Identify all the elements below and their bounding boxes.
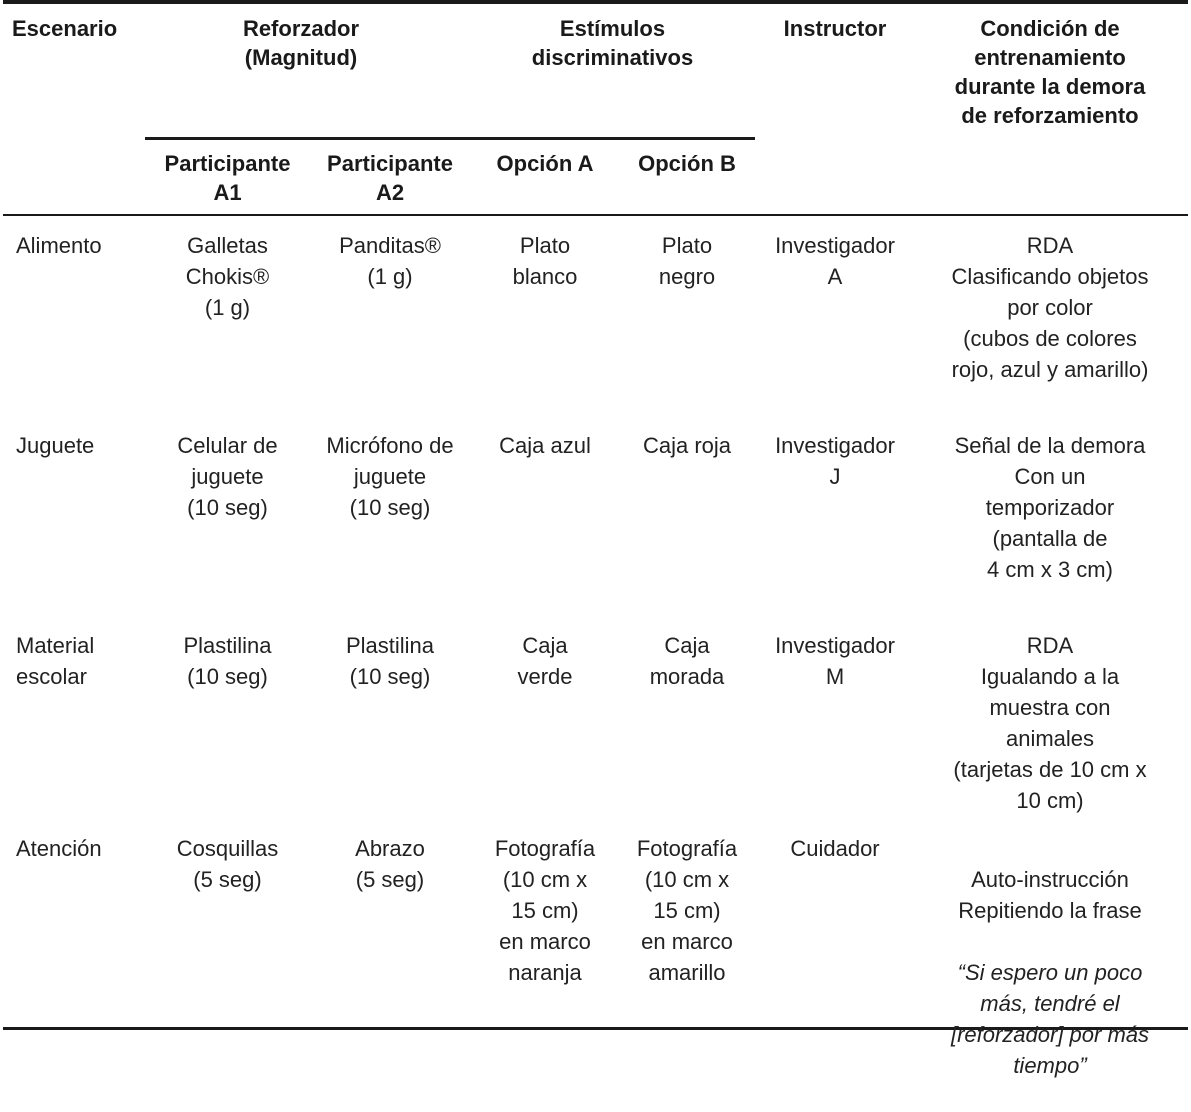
condicion-text: Auto-instrucción Repitiendo la frase xyxy=(958,867,1142,923)
cell-escenario: Atención xyxy=(16,836,102,861)
group-rule xyxy=(145,137,755,140)
cell-condicion xyxy=(920,833,1180,1112)
cell-instructor: Investigador J xyxy=(775,433,895,489)
cell-condicion: RDA Igualando a la muestra con animales (tarjetas de 10 cm x 10 cm) xyxy=(953,633,1147,813)
cell-instructor: Cuidador xyxy=(790,836,880,861)
cell-opcion-a: Fotografía (10 cm x 15 cm) en marco naranja xyxy=(494,836,596,985)
cell-opcion-a: Caja verde xyxy=(517,633,573,689)
cell-escenario: Juguete xyxy=(16,433,95,458)
cell-instructor: Investigador A xyxy=(775,233,895,289)
cell-a1: Cosquillas (5 seg) xyxy=(176,836,279,892)
cell-a2: Abrazo (5 seg) xyxy=(355,836,425,892)
header-opcion-b: Opción B xyxy=(638,151,736,176)
header-estimulos: Estímulos discriminativos xyxy=(531,16,694,70)
cell-a2: Micrófono de juguete (10 seg) xyxy=(326,433,454,520)
cell-a2: Plastilina (10 seg) xyxy=(345,633,435,689)
cell-escenario: Alimento xyxy=(16,233,102,258)
cell-a1: Galletas Chokis® (1 g) xyxy=(185,233,270,320)
cell-instructor: Investigador M xyxy=(775,633,895,689)
cell-a1: Plastilina (10 seg) xyxy=(183,633,272,689)
cell-condicion: RDA Clasificando objetos por color (cubos de colores rojo, azul y amarillo) xyxy=(951,233,1149,382)
header-participante-a2: Participante A2 xyxy=(327,151,453,205)
cell-opcion-b: Caja morada xyxy=(649,633,725,689)
cell-escenario: Material escolar xyxy=(16,633,95,689)
header-reforzador: Reforzador (Magnitud) xyxy=(242,16,360,70)
cell-opcion-b: Caja roja xyxy=(642,433,732,458)
cell-opcion-b: Fotografía (10 cm x 15 cm) en marco amarillo xyxy=(636,836,738,985)
header-bottom-rule xyxy=(3,214,1188,216)
cell-a2: Panditas® (1 g) xyxy=(339,233,441,289)
cell-opcion-a: Caja azul xyxy=(499,433,591,458)
cell-condicion: Señal de la demora Con un temporizador (pantalla de 4 cm x 3 cm) xyxy=(954,433,1146,582)
header-participante-a1: Participante A1 xyxy=(164,151,291,205)
header-escenario: Escenario xyxy=(12,16,118,41)
cell-opcion-b: Plato negro xyxy=(658,233,716,289)
cell-opcion-a: Plato blanco xyxy=(512,233,578,289)
header-instructor: Instructor xyxy=(783,16,887,41)
top-rule xyxy=(3,0,1188,4)
condicion-quote: “Si espero un poco más, tendré el [reforzador] por más tiempo” xyxy=(950,960,1150,1078)
header-condicion: Condición de entrenamiento durante la demora de reforzamiento xyxy=(954,16,1146,128)
cell-a1: Celular de juguete (10 seg) xyxy=(177,433,278,520)
header-opcion-a: Opción A xyxy=(496,151,594,176)
